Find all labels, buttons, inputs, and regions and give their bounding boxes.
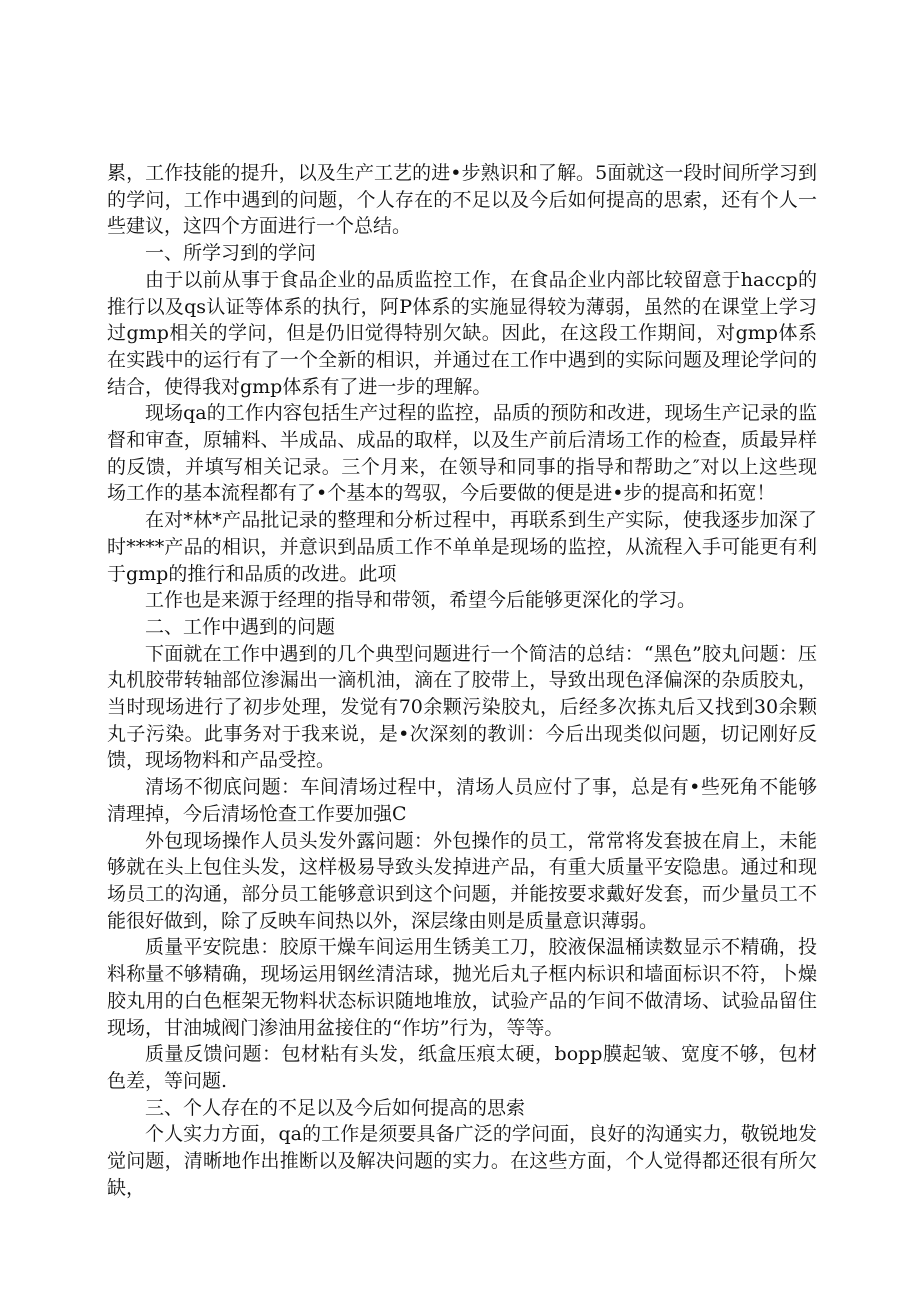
body-paragraph: 下面就在工作中遇到的几个典型问题进行一个简洁的总结：“黑色”胶丸问题：压丸机胶带转轴部位渗漏出一滴机油，滴在了胶带上，导致出现色泽偏深的杂质胶丸，当时现场进行了初步处理，发觉有70余颗污染胶丸，后经多次拣丸后又找到30余颗丸子污染。此事务对于我来说，是•次深刻的教训：今后出现类似问题，切记刚好反馈，现场物料和产品受控。	[107, 642, 817, 772]
body-paragraph: 个人实力方面，qa的工作是须要具备广泛的学问面，良好的沟通实力，敬锐地发觉问题，清晰地作出推断以及解决问题的实力。在这些方面，个人觉得都还很有所欠缺，	[107, 1123, 817, 1199]
body-paragraph: 在对*林*产品批记录的整理和分析过程中，再联系到生产实际，使我逐步加深了时****产品的相识，并意识到品质工作不单单是现场的监控，从流程入手可能更有利于gmp的推行和品质的改进。此项	[107, 509, 817, 585]
section-heading-3: 三、个人存在的不足以及今后如何提高的思索	[145, 1096, 526, 1119]
section-heading-2: 二、工作中遇到的问题	[145, 615, 336, 638]
body-paragraph: 质量平安院患：胶原干燥车间运用生锈美工刀，胶液保温桶读数显示不精确，投料称量不够精确，现场运用钢丝清洁球，抛光后丸子框内标识和墙面标识不符，卜燥胶丸用的白色框架无物料状态标识随地堆放，试验产品的乍间不做清场、试验品留住现场，甘油城阀门渗油用盆接住的“作坊”行为，等等。	[107, 936, 817, 1039]
body-paragraph: 由于以前从事于食品企业的品质监控工作，在食品企业内部比较留意于haccp的推行以及qs认证等体系的执行，阿P体系的实施显得较为薄弱，虽然的在课堂上学习过gmp相关的学问，但是仍旧觉得特别欠缺。因此，在这段工作期间，对gmp体系在实践中的运行有了一个全新的相识，并通过在工作中遇到的实际问题及理论学问的结合，使得我对gmp体系有了进一步的理解。	[107, 268, 817, 398]
body-paragraph: 现场qa的工作内容包括生产过程的监控，品质的预防和改进，现场生产记录的监督和审查，原辅料、半成品、成品的取样，以及生产前后清场工作的检查，质最异样的反馈，并填写相关记录。三个月来，在领导和同事的指导和帮助之″对以上这些现场工作的基本流程都有了•个基本的驾驭，今后要做的便是进•步的提高和拓宽！	[107, 402, 817, 505]
section-heading-1: 一、所学习到的学问	[145, 242, 317, 265]
body-paragraph: 清场不彻底问题：车间清场过程中，清场人员应付了事，总是有•些死角不能够清理掉，今后清场怆查工作要加强C	[107, 776, 817, 825]
document-body	[107, 160, 817, 1201]
body-paragraph: 质量反馈问题：包材粘有头发，纸盒压痕太硬，bopp膜起皱、宽度不够，包材色差，等问题.	[107, 1043, 817, 1092]
body-paragraph: 外包现场操作人员头发外露问题：外包操作的员工，常常将发套披在肩上，未能够就在头上包住头发，这样极易导致头发掉进产品，有重大质量平安隐患。通过和现场员工的沟通，部分员工能够意识到这个问题，并能按要求戴好发套，而少量员工不能很好做到，除了反映车间热以外，深层缘由则是质量意识薄弱。	[107, 829, 817, 932]
body-paragraph: 工作也是来源于经理的指导和带领，希望今后能够更深化的学习。	[145, 589, 697, 612]
intro-paragraph: 累，工作技能的提升，以及生产工艺的进•步熟识和了解。5面就这一段时间所学习到的学问，工作中遇到的问题，个人存在的不足以及今后如何提高的思索，还有个人一些建议，这四个方面进行一个总结。	[107, 162, 817, 238]
